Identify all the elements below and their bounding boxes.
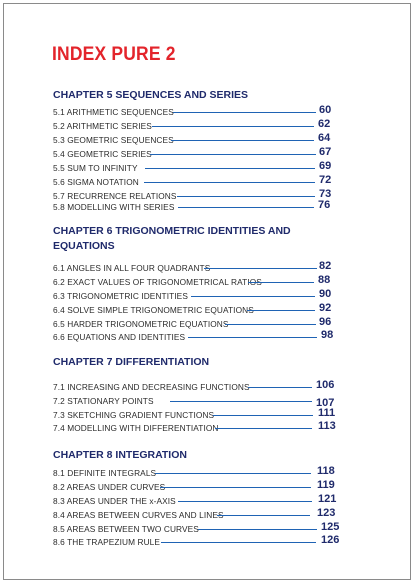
leader-line [152,126,314,127]
toc-entry-page: 76 [318,199,331,211]
chapter-heading [53,448,187,463]
leader-line [248,387,312,388]
toc-entry-label: 5.8 MODELLING WITH SERIES [53,202,175,212]
leader-line [191,296,315,297]
toc-entry-page: 64 [318,132,331,144]
toc-entry-page: 118 [317,465,335,477]
leader-line [215,428,312,429]
leader-line [248,282,314,283]
toc-entry-page: 119 [317,479,335,491]
toc-entry-page: 88 [318,274,331,286]
leader-line [173,112,316,113]
chapter-heading-line: EQUATIONS [53,240,115,252]
toc-entry-label: 6.3 TRIGONOMETRIC IDENTITIES [53,291,188,301]
chapter-heading-line: CHAPTER 6 TRIGONOMETRIC IDENTITIES AND [53,225,291,237]
toc-entry-page: 82 [319,260,332,272]
toc-entry-label: 6.2 EXACT VALUES OF TRIGONOMETRICAL RATIOS [53,277,262,287]
index-page [3,3,411,580]
toc-entry-page: 69 [319,160,332,172]
toc-entry-label: 7.4 MODELLING WITH DIFFERENTIATION [53,423,219,433]
leader-line [170,401,312,402]
chapter-heading-line: CHAPTER 5 SEQUENCES AND SERIES [53,89,249,101]
toc-entry-page: 111 [318,407,336,419]
leader-line [204,268,317,269]
toc-entry-page: 73 [319,188,332,200]
toc-entry-label: 6.1 ANGLES IN ALL FOUR QUADRANTS [53,263,211,273]
leader-line [213,415,313,416]
toc-entry-page: 90 [319,288,332,300]
leader-line [160,487,311,488]
page-title: INDEX PURE 2 [52,44,176,65]
leader-line [225,324,316,325]
toc-entry-label: 8.2 AREAS UNDER CURVES [53,482,166,492]
toc-entry-label: 8.6 THE TRAPEZIUM RULE [53,537,161,547]
toc-entry-page: 92 [319,302,332,314]
toc-entry-label: 7.2 STATIONARY POINTS [53,396,154,406]
leader-line [188,337,317,338]
toc-entry-page: 62 [318,118,331,130]
toc-entry-page: 125 [321,521,340,533]
toc-entry-label: 5.5 SUM TO INFINITY [53,163,138,173]
toc-entry-label: 8.4 AREAS BETWEEN CURVES AND LINES [53,510,224,520]
toc-entry-label: 7.3 SKETCHING GRADIENT FUNCTIONS [53,410,215,420]
leader-line [145,168,315,169]
toc-entry-label: 6.6 EQUATIONS AND IDENTITIES [53,332,186,342]
toc-entry-label: 5.1 ARITHMETIC SEQUENCES [53,107,174,117]
leader-line [198,529,317,530]
toc-entry-page: 106 [316,379,335,391]
toc-entry-page: 96 [319,316,332,328]
toc-entry-page: 121 [318,493,337,505]
toc-entry-page: 123 [317,507,336,519]
leader-line [247,310,315,311]
leader-line [178,207,314,208]
chapter-heading-line: CHAPTER 8 INTEGRATION [53,449,187,461]
toc-entry-label: 5.6 SIGMA NOTATION [53,177,139,187]
toc-entry-label: 5.3 GEOMETRIC SEQUENCES [53,135,174,145]
toc-entry-page: 126 [321,534,340,546]
leader-line [171,140,314,141]
toc-entry-label: 8.1 DEFINITE INTEGRALS [53,468,157,478]
toc-entry-label: 5.2 ARITHMETIC SERIES [53,121,152,131]
chapter-heading [53,88,248,103]
toc-entry-label: 6.4 SOLVE SIMPLE TRIGONOMETRIC EQUATIONS [53,305,254,315]
chapter-heading [53,355,209,370]
chapter-heading [53,224,291,254]
toc-entry-label: 8.3 AREAS UNDER THE x-AXIS [53,496,176,506]
leader-line [150,154,316,155]
toc-entry-label: 5.7 RECURRENCE RELATIONS [53,191,177,201]
toc-entry-page: 60 [319,104,332,116]
toc-entry-page: 98 [321,329,334,341]
leader-line [155,473,311,474]
toc-entry-label: 8.5 AREAS BETWEEN TWO CURVES [53,524,199,534]
chapter-heading-line: CHAPTER 7 DIFFERENTIATION [53,356,210,368]
leader-line [178,501,312,502]
toc-entry-label: 5.4 GEOMETRIC SERIES [53,149,152,159]
toc-entry-label: 6.5 HARDER TRIGONOMETRIC EQUATIONS [53,319,229,329]
leader-line [217,515,310,516]
toc-entry-page: 113 [318,420,336,432]
toc-entry-page: 107 [316,397,335,409]
leader-line [161,542,316,543]
toc-entry-label: 7.1 INCREASING AND DECREASING FUNCTIONS [53,382,250,392]
toc-entry-page: 72 [319,174,332,186]
leader-line [144,182,315,183]
leader-line [177,196,315,197]
toc-entry-page: 67 [319,146,332,158]
